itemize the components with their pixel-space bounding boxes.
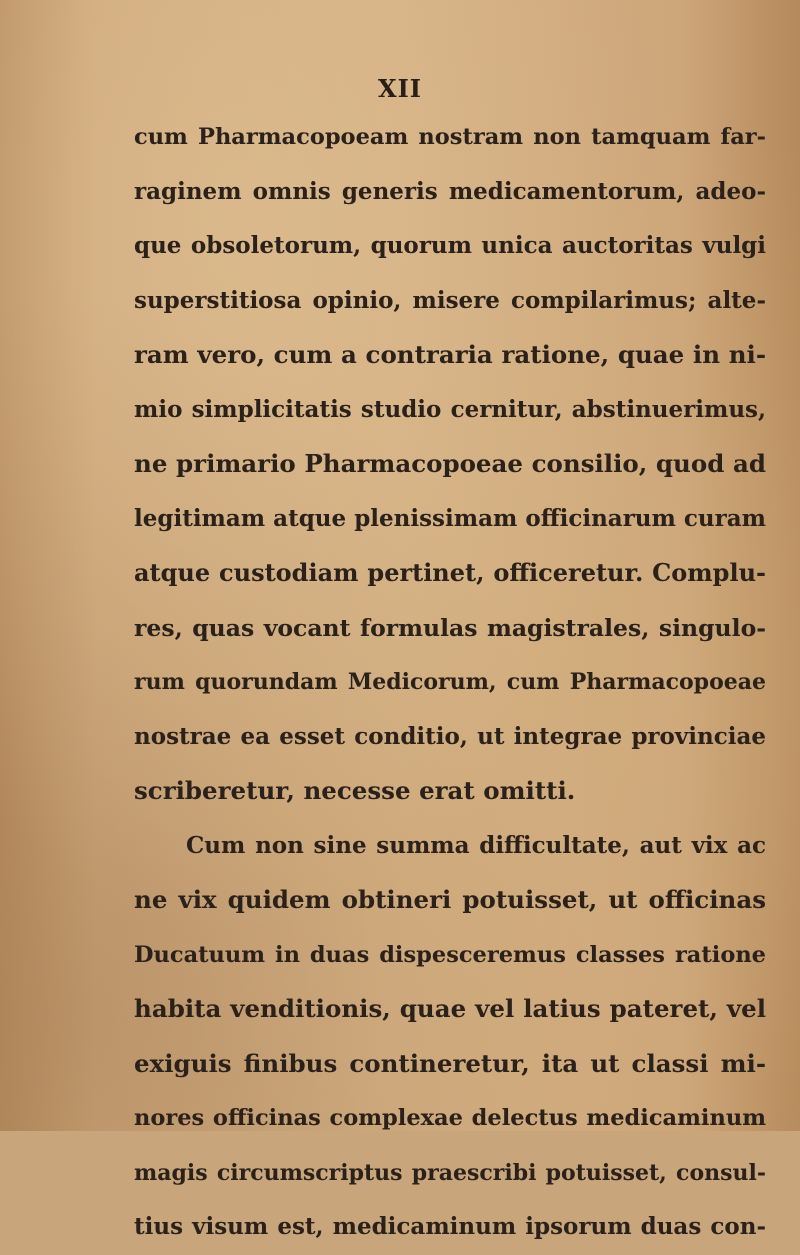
text-line: que obsoletorum, quorum unica auctoritas vulgi bbox=[134, 232, 766, 259]
text-line: tius visum est, medicaminum ipsorum duas con- bbox=[134, 1213, 766, 1240]
text-line: ram vero, cum a contraria ratione, quae in ni- bbox=[134, 340, 766, 369]
text-line: rum quorundam Medicorum, cum Pharmacopoeae bbox=[134, 669, 766, 695]
text-line: superstitiosa opinio, misere compilarimus; alte- bbox=[134, 286, 766, 314]
text-line: res, quas vocant formulas magistrales, singulo- bbox=[134, 613, 766, 642]
text-line: mio simplicitatis studio cernitur, abstinuerimus, bbox=[134, 395, 766, 423]
body-text bbox=[134, 110, 766, 1255]
text-line: nores officinas complexae delectus medicaminum bbox=[134, 1105, 766, 1131]
text-line: exiguis finibus contineretur, ita ut classi mi- bbox=[134, 1048, 766, 1078]
text-line: Ducatuum in duas dispesceremus classes ratione bbox=[134, 941, 766, 968]
text-line: atque custodiam pertinet, officeretur. Complu- bbox=[134, 558, 766, 587]
text-line: legitimam atque plenissimam officinarum curam bbox=[134, 504, 766, 532]
text-line: ne primario Pharmacopoeae consilio, quod ad bbox=[134, 449, 766, 478]
text-line: scriberetur, necesse erat omitti. bbox=[134, 776, 576, 805]
text-line: cum Pharmacopoeam nostram non tamquam far- bbox=[134, 124, 766, 150]
page-number: XII bbox=[377, 74, 423, 103]
text-line: nostrae ea esset conditio, ut integrae provinciae bbox=[134, 722, 766, 750]
text-line: raginem omnis generis medicamentorum, adeo- bbox=[134, 177, 766, 205]
text-line: magis circumscriptus praescribi potuisset, consul- bbox=[134, 1159, 766, 1186]
text-line: habita venditionis, quae vel latius pateret, vel bbox=[134, 994, 766, 1023]
text-line: Cum non sine summa difficultate, aut vix ac bbox=[186, 831, 766, 859]
text-line: ne vix quidem obtineri potuisset, ut officinas bbox=[134, 885, 766, 914]
